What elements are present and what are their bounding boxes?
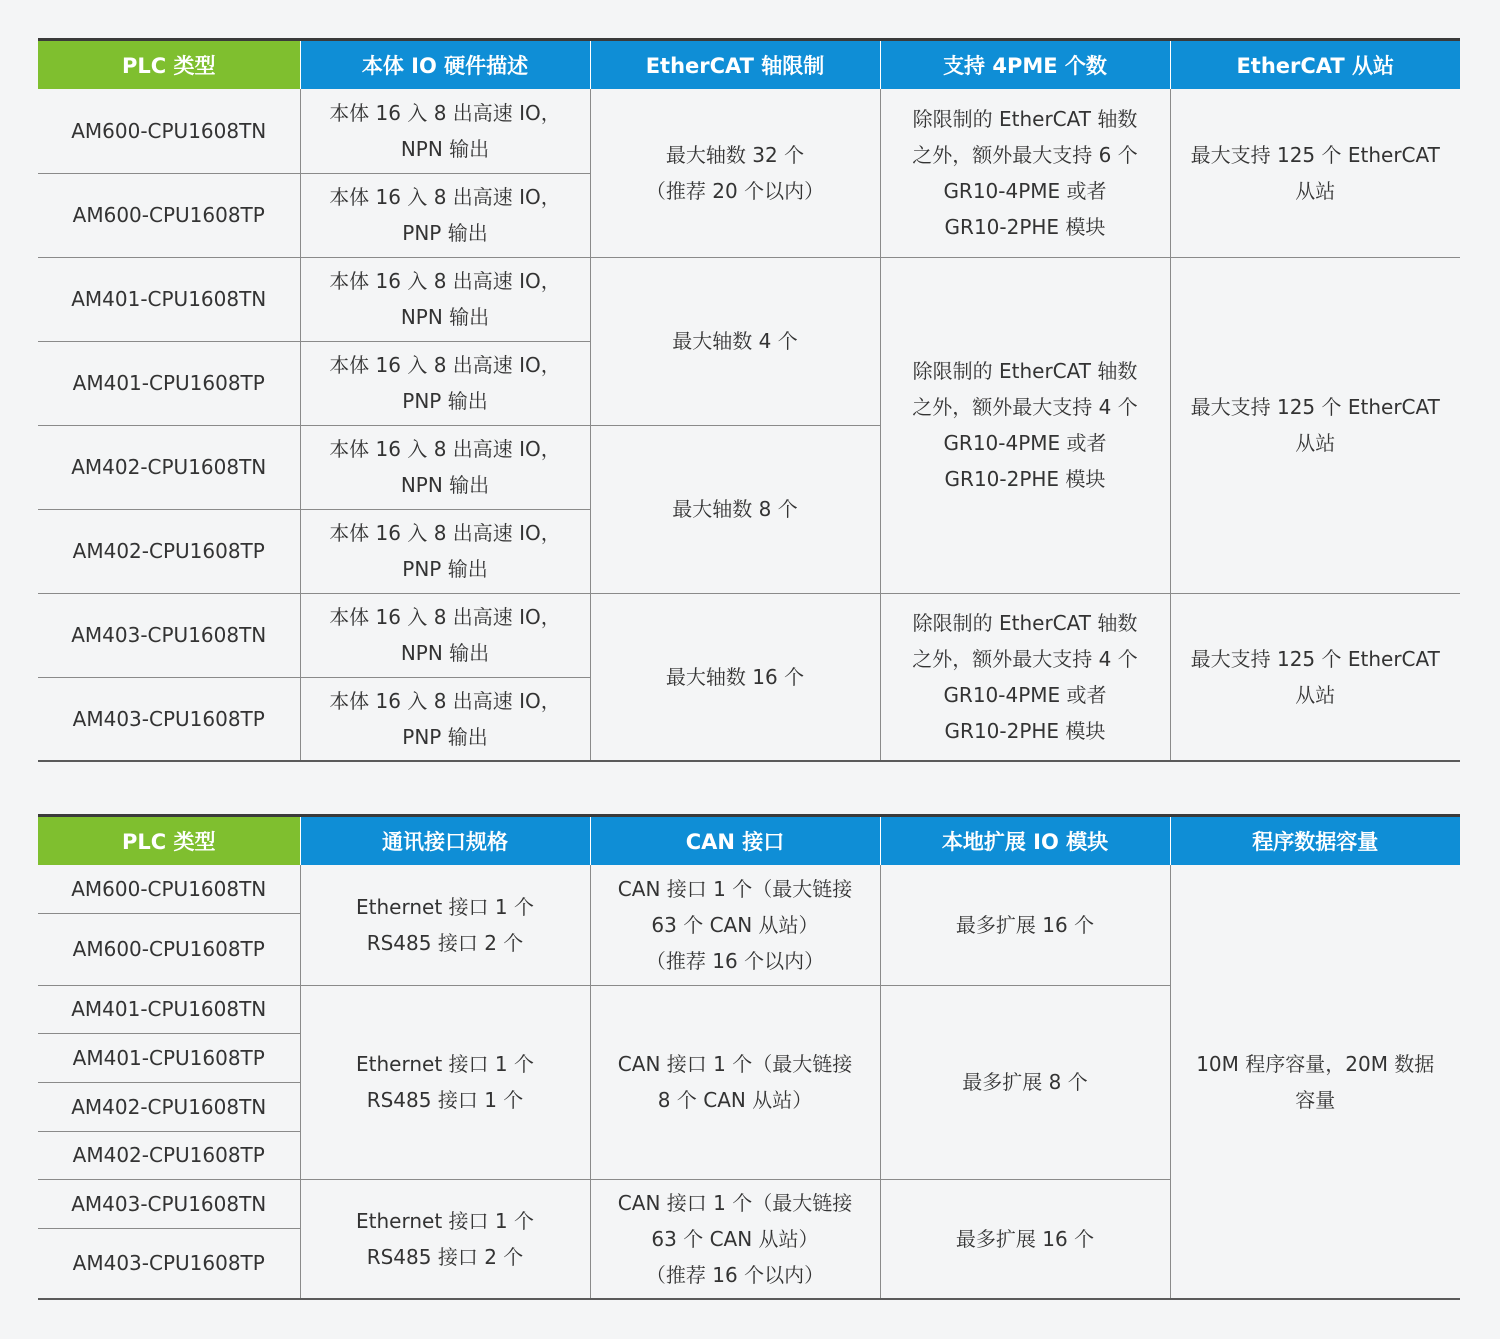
table-row [38, 865, 1460, 913]
model-cell: AM600-CPU1608TP [38, 173, 300, 257]
expand-cell: 最多扩展 8 个 [880, 985, 1170, 1179]
pme-cell: 除限制的 EtherCAT 轴数 之外，额外最大支持 6 个 GR10-4PME 或者 GR10-2PHE 模块 [880, 89, 1170, 257]
slave-cell: 最大支持 125 个 EtherCAT 从站 [1170, 89, 1460, 257]
model-cell: AM600-CPU1608TP [38, 913, 300, 985]
model-cell: AM402-CPU1608TN [38, 1082, 300, 1131]
header-ethercat-axis: EtherCAT 轴限制 [590, 40, 880, 90]
table-header-row [38, 816, 1460, 866]
header-program-capacity: 程序数据容量 [1170, 816, 1460, 866]
model-cell: AM600-CPU1608TN [38, 89, 300, 173]
pme-cell: 除限制的 EtherCAT 轴数 之外，额外最大支持 4 个 GR10-4PME 或者 GR10-2PHE 模块 [880, 593, 1170, 761]
header-can-interface: CAN 接口 [590, 816, 880, 866]
model-cell: AM402-CPU1608TP [38, 1131, 300, 1179]
slave-cell: 最大支持 125 个 EtherCAT 从站 [1170, 257, 1460, 593]
can-cell: CAN 接口 1 个（最大链接 8 个 CAN 从站） [590, 985, 880, 1179]
table-row [38, 257, 1460, 341]
can-cell: CAN 接口 1 个（最大链接 63 个 CAN 从站） （推荐 16 个以内） [590, 865, 880, 985]
model-cell: AM401-CPU1608TP [38, 1033, 300, 1082]
comm-cell: Ethernet 接口 1 个 RS485 接口 2 个 [300, 865, 590, 985]
model-cell: AM600-CPU1608TN [38, 865, 300, 913]
pme-cell: 除限制的 EtherCAT 轴数 之外，额外最大支持 4 个 GR10-4PME 或者 GR10-2PHE 模块 [880, 257, 1170, 593]
plc-spec-table-1 [38, 38, 1460, 762]
table-row [38, 89, 1460, 173]
io-cell: 本体 16 入 8 出高速 IO， NPN 输出 [300, 257, 590, 341]
axis-cell: 最大轴数 16 个 [590, 593, 880, 761]
model-cell: AM401-CPU1608TP [38, 341, 300, 425]
header-comm-interface: 通讯接口规格 [300, 816, 590, 866]
model-cell: AM403-CPU1608TN [38, 1179, 300, 1228]
expand-cell: 最多扩展 16 个 [880, 1179, 1170, 1299]
io-cell: 本体 16 入 8 出高速 IO， PNP 输出 [300, 341, 590, 425]
model-cell: AM402-CPU1608TN [38, 425, 300, 509]
slave-cell: 最大支持 125 个 EtherCAT 从站 [1170, 593, 1460, 761]
axis-cell: 最大轴数 4 个 [590, 257, 880, 425]
io-cell: 本体 16 入 8 出高速 IO， PNP 输出 [300, 677, 590, 761]
can-cell: CAN 接口 1 个（最大链接 63 个 CAN 从站） （推荐 16 个以内） [590, 1179, 880, 1299]
model-cell: AM402-CPU1608TP [38, 509, 300, 593]
header-plc-type: PLC 类型 [38, 40, 300, 90]
header-local-expansion: 本地扩展 IO 模块 [880, 816, 1170, 866]
header-4pme-count: 支持 4PME 个数 [880, 40, 1170, 90]
comm-cell: Ethernet 接口 1 个 RS485 接口 1 个 [300, 985, 590, 1179]
capacity-cell: 10M 程序容量，20M 数据 容量 [1170, 865, 1460, 1299]
model-cell: AM401-CPU1608TN [38, 257, 300, 341]
model-cell: AM403-CPU1608TP [38, 677, 300, 761]
io-cell: 本体 16 入 8 出高速 IO， NPN 输出 [300, 593, 590, 677]
header-plc-type: PLC 类型 [38, 816, 300, 866]
axis-cell: 最大轴数 32 个 （推荐 20 个以内） [590, 89, 880, 257]
io-cell: 本体 16 入 8 出高速 IO， PNP 输出 [300, 509, 590, 593]
axis-cell: 最大轴数 8 个 [590, 425, 880, 593]
model-cell: AM403-CPU1608TN [38, 593, 300, 677]
table-row [38, 593, 1460, 677]
io-cell: 本体 16 入 8 出高速 IO， NPN 输出 [300, 425, 590, 509]
header-ethercat-slave: EtherCAT 从站 [1170, 40, 1460, 90]
expand-cell: 最多扩展 16 个 [880, 865, 1170, 985]
plc-spec-table-2 [38, 814, 1460, 1300]
table-header-row [38, 40, 1460, 90]
io-cell: 本体 16 入 8 出高速 IO， PNP 输出 [300, 173, 590, 257]
io-cell: 本体 16 入 8 出高速 IO， NPN 输出 [300, 89, 590, 173]
comm-cell: Ethernet 接口 1 个 RS485 接口 2 个 [300, 1179, 590, 1299]
header-io-hardware: 本体 IO 硬件描述 [300, 40, 590, 90]
model-cell: AM403-CPU1608TP [38, 1228, 300, 1299]
model-cell: AM401-CPU1608TN [38, 985, 300, 1033]
